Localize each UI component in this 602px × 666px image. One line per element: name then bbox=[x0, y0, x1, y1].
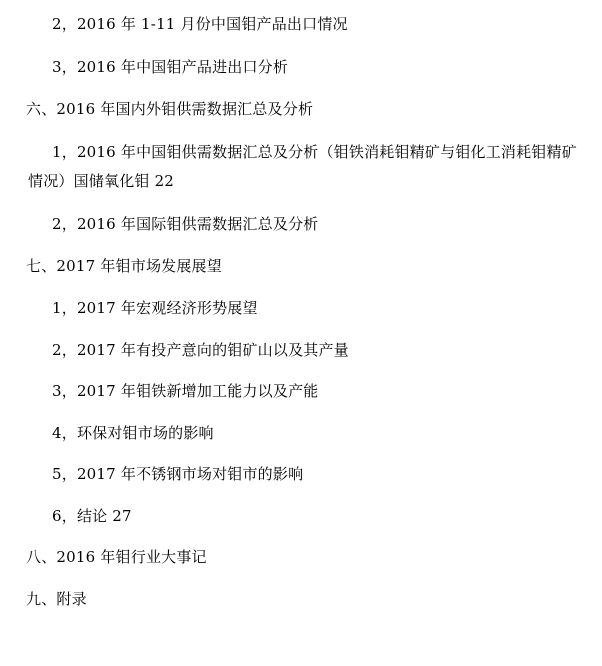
toc-section-nine: 九、附录 bbox=[26, 590, 87, 608]
toc-item-2016-import-export-analysis: 3，2016 年中国钼产品进出口分析 bbox=[52, 58, 289, 76]
toc-item-stainless-steel-impact: 5，2017 年不锈钢市场对钼市的影响 bbox=[52, 465, 304, 483]
toc-item-international-supply-demand: 2，2016 年国际钼供需数据汇总及分析 bbox=[52, 215, 319, 233]
toc-item-ferromolybdenum-capacity: 3，2017 年钼铁新增加工能力以及产能 bbox=[52, 382, 319, 400]
toc-item-environmental-impact: 4，环保对钼市场的影响 bbox=[52, 424, 214, 442]
toc-item-2016-molybdenum-export: 2，2016 年 1-11 月份中国钼产品出口情况 bbox=[52, 15, 348, 33]
toc-item-conclusion: 6，结论 27 bbox=[52, 507, 132, 525]
toc-item-mine-production: 2，2017 年有投产意向的钼矿山以及其产量 bbox=[52, 341, 349, 359]
toc-item-china-supply-demand: 1，2016 年中国钼供需数据汇总及分析（钼铁消耗钼精矿与钼化工消耗钼精矿 bbox=[52, 143, 577, 161]
toc-section-eight: 八、2016 年钼行业大事记 bbox=[26, 548, 207, 566]
toc-section-seven: 七、2017 年钼市场发展展望 bbox=[26, 257, 222, 275]
toc-item-china-supply-demand-continued: 情况）国储氧化钼 22 bbox=[28, 172, 175, 190]
toc-item-macro-outlook: 1，2017 年宏观经济形势展望 bbox=[52, 299, 258, 317]
toc-section-six: 六、2016 年国内外钼供需数据汇总及分析 bbox=[26, 100, 314, 118]
